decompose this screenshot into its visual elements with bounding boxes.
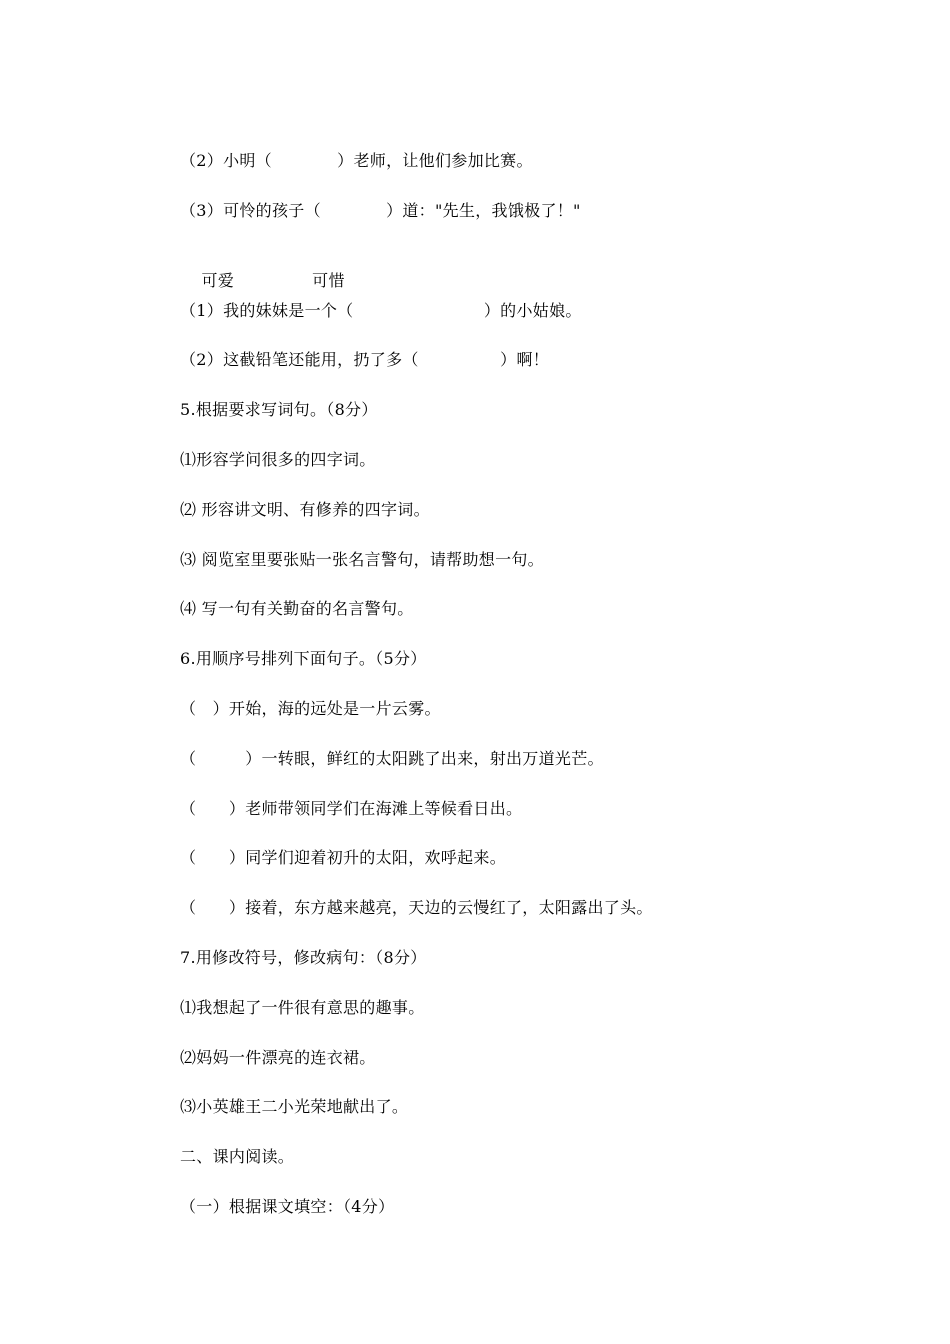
item-7-1: ⑴我想起了一件很有意思的趣事。 (180, 998, 425, 1017)
subsection-heading-1: （一）根据课文填空：（4分） (180, 1197, 395, 1216)
item-6-3: （ ）老师带领同学们在海滩上等候看日出。 (180, 799, 523, 818)
word-choice-1: 可爱 (201, 271, 235, 290)
question-line-3: （1）我的妹妹是一个（ ）的小姑娘。 (180, 301, 582, 320)
item-7-2: ⑵妈妈一件漂亮的连衣裙。 (180, 1048, 376, 1067)
section-heading-7: 7.用修改符号，修改病句：（8分） (180, 948, 427, 967)
question-line-4: （2）这截铅笔还能用，扔了多（ ）啊！ (180, 350, 550, 369)
item-6-1: （ ）开始，海的远处是一片云雾。 (180, 699, 441, 718)
section-heading-reading: 二、课内阅读。 (180, 1147, 295, 1166)
item-5-4: ⑷ 写一句有关勤奋的名言警句。 (180, 599, 414, 618)
item-7-3: ⑶小英雄王二小光荣地献出了。 (180, 1097, 409, 1116)
item-6-2: （ ）一转眼，鲜红的太阳跳了出来，射出万道光芒。 (180, 749, 604, 768)
section-heading-6: 6.用顺序号排列下面句子。（5分） (180, 649, 427, 668)
item-5-1: ⑴形容学问很多的四字词。 (180, 450, 376, 469)
item-5-2: ⑵ 形容讲文明、有修养的四字词。 (180, 500, 430, 519)
word-choice-2: 可惜 (312, 271, 345, 290)
item-6-4: （ ）同学们迎着初升的太阳，欢呼起来。 (180, 848, 507, 867)
question-line-1: （2）小明（ ）老师，让他们参加比赛。 (180, 151, 533, 170)
item-5-3: ⑶ 阅览室里要张贴一张名言警句，请帮助想一句。 (180, 550, 544, 569)
question-line-2: （3）可怜的孩子（ ）道："先生，我饿极了！" (180, 201, 581, 220)
section-heading-5: 5.根据要求写词句。（8分） (180, 400, 378, 419)
item-6-5: （ ）接着，东方越来越亮，天边的云慢红了，太阳露出了头。 (180, 898, 653, 917)
